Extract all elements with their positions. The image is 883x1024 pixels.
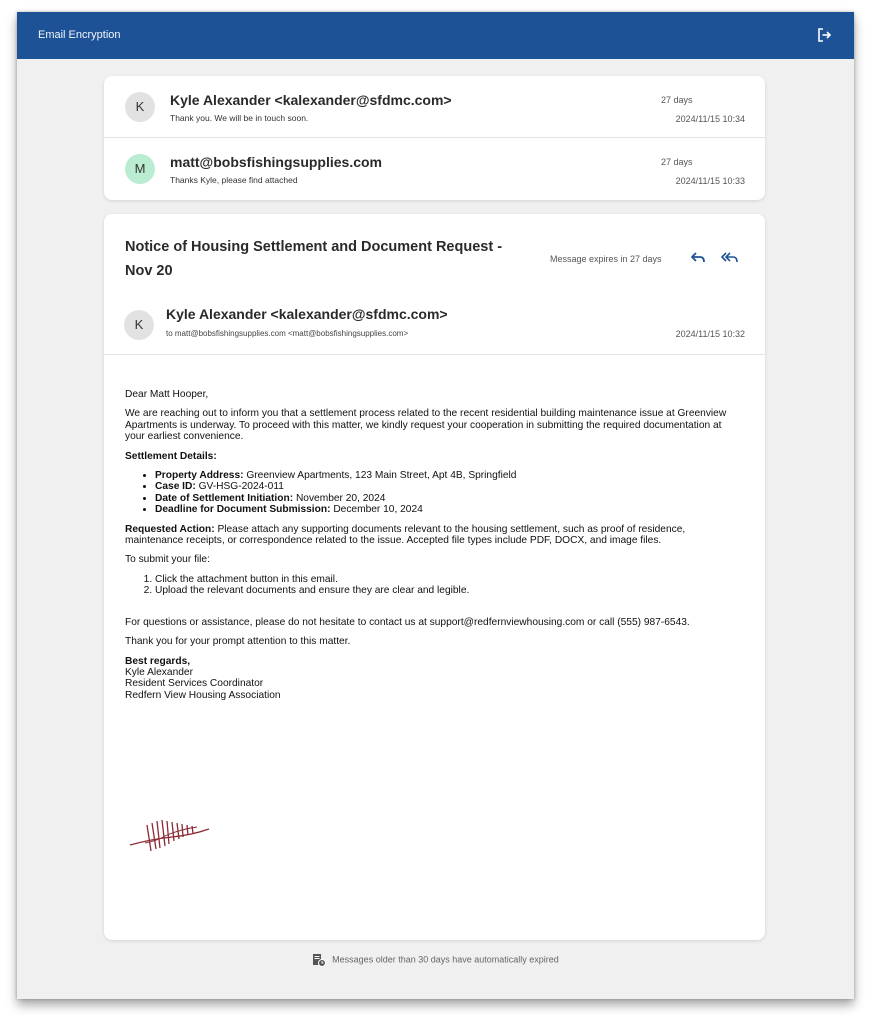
submit-intro: To submit your file: — [125, 554, 210, 566]
avatar: M — [125, 154, 155, 184]
app-window — [17, 12, 854, 999]
details-heading: Settlement Details: — [125, 450, 217, 462]
message-body — [125, 389, 740, 701]
expired-message-icon — [312, 953, 326, 967]
message-sender: Kyle Alexander <kalexander@sfdmc.com> — [166, 306, 448, 322]
thread-age: 27 days — [661, 95, 693, 105]
thread-date: 2024/11/15 10:34 — [675, 114, 745, 124]
expiry-footer — [17, 953, 854, 967]
message-view — [104, 214, 765, 940]
requested-action: Requested Action: Please attach any supporting documents relevant to the housing settlement, such as proof of residence, maintenance receipts, or correspondence related to the issue. Accepted file types include PDF, DOCX, and image files. — [125, 523, 686, 547]
logout-icon[interactable] — [816, 27, 832, 43]
list-item: • Case ID: GV-HSG-2024-011 — [155, 481, 740, 492]
details-list — [125, 470, 740, 516]
steps-list — [125, 574, 740, 597]
thread-age: 27 days — [661, 157, 693, 167]
divider — [104, 354, 765, 355]
app-title: Email Encryption — [38, 29, 121, 41]
thread-date: 2024/11/15 10:33 — [675, 176, 745, 186]
message-recipient: to matt@bobsfishingsupplies.com <matt@bobsfishingsupplies.com> — [166, 329, 409, 338]
handwritten-signature — [127, 815, 212, 853]
signature-title: Resident Services Coordinator — [125, 678, 264, 690]
thread-sender: matt@bobsfishingsupplies.com — [170, 154, 383, 170]
expiry-notice: Message expires in 27 days — [550, 254, 662, 264]
list-item: • Property Address: Greenview Apartments, 123 Main Street, Apt 4B, Springfield — [155, 470, 740, 481]
list-item: 1. Click the attachment button in this email. — [155, 574, 740, 585]
list-item: • Date of Settlement Initiation: November 20, 2024 — [155, 493, 740, 504]
signature-block — [125, 656, 740, 702]
thread-list — [104, 76, 765, 200]
message-date: 2024/11/15 10:32 — [675, 329, 745, 339]
avatar: K — [124, 310, 154, 340]
thread-snippet: Thank you. We will be in touch soon. — [170, 113, 309, 123]
reply-all-icon[interactable] — [721, 251, 739, 265]
thread-snippet: Thanks Kyle, please find attached — [170, 175, 298, 185]
list-item: 2. Upload the relevant documents and ensure they are clear and legible. — [155, 585, 740, 596]
message-subject: Notice of Housing Settlement and Document Request - Nov 20 — [125, 239, 503, 279]
signature-name: Kyle Alexander — [125, 666, 193, 678]
greeting: Dear Matt Hooper, — [125, 389, 209, 400]
footer-text: Messages older than 30 days have automatically expired — [332, 954, 559, 965]
reply-icon[interactable] — [690, 251, 706, 265]
thanks-paragraph: Thank you for your prompt attention to this matter. — [125, 636, 351, 648]
intro-paragraph: We are reaching out to inform you that a settlement process related to the recent residential building maintenance issue at Greenview Apartments is underway. To proceed with this matter, we kindly request your cooperation in submitting the required documentation at your earliest convenience. — [125, 408, 727, 443]
list-item: • Deadline for Document Submission: December 10, 2024 — [155, 504, 740, 515]
signature-org: Redfern View Housing Association — [125, 689, 281, 701]
thread-item[interactable] — [104, 138, 765, 199]
avatar: K — [125, 92, 155, 122]
app-bar — [17, 12, 854, 59]
thread-sender: Kyle Alexander <kalexander@sfdmc.com> — [170, 92, 452, 108]
thread-item[interactable] — [104, 76, 765, 138]
closing: Best regards, — [125, 655, 191, 667]
contact-paragraph: For questions or assistance, please do not hesitate to contact us at support@redfernviewhousing.com or call (555) 987-6543. — [125, 616, 690, 628]
